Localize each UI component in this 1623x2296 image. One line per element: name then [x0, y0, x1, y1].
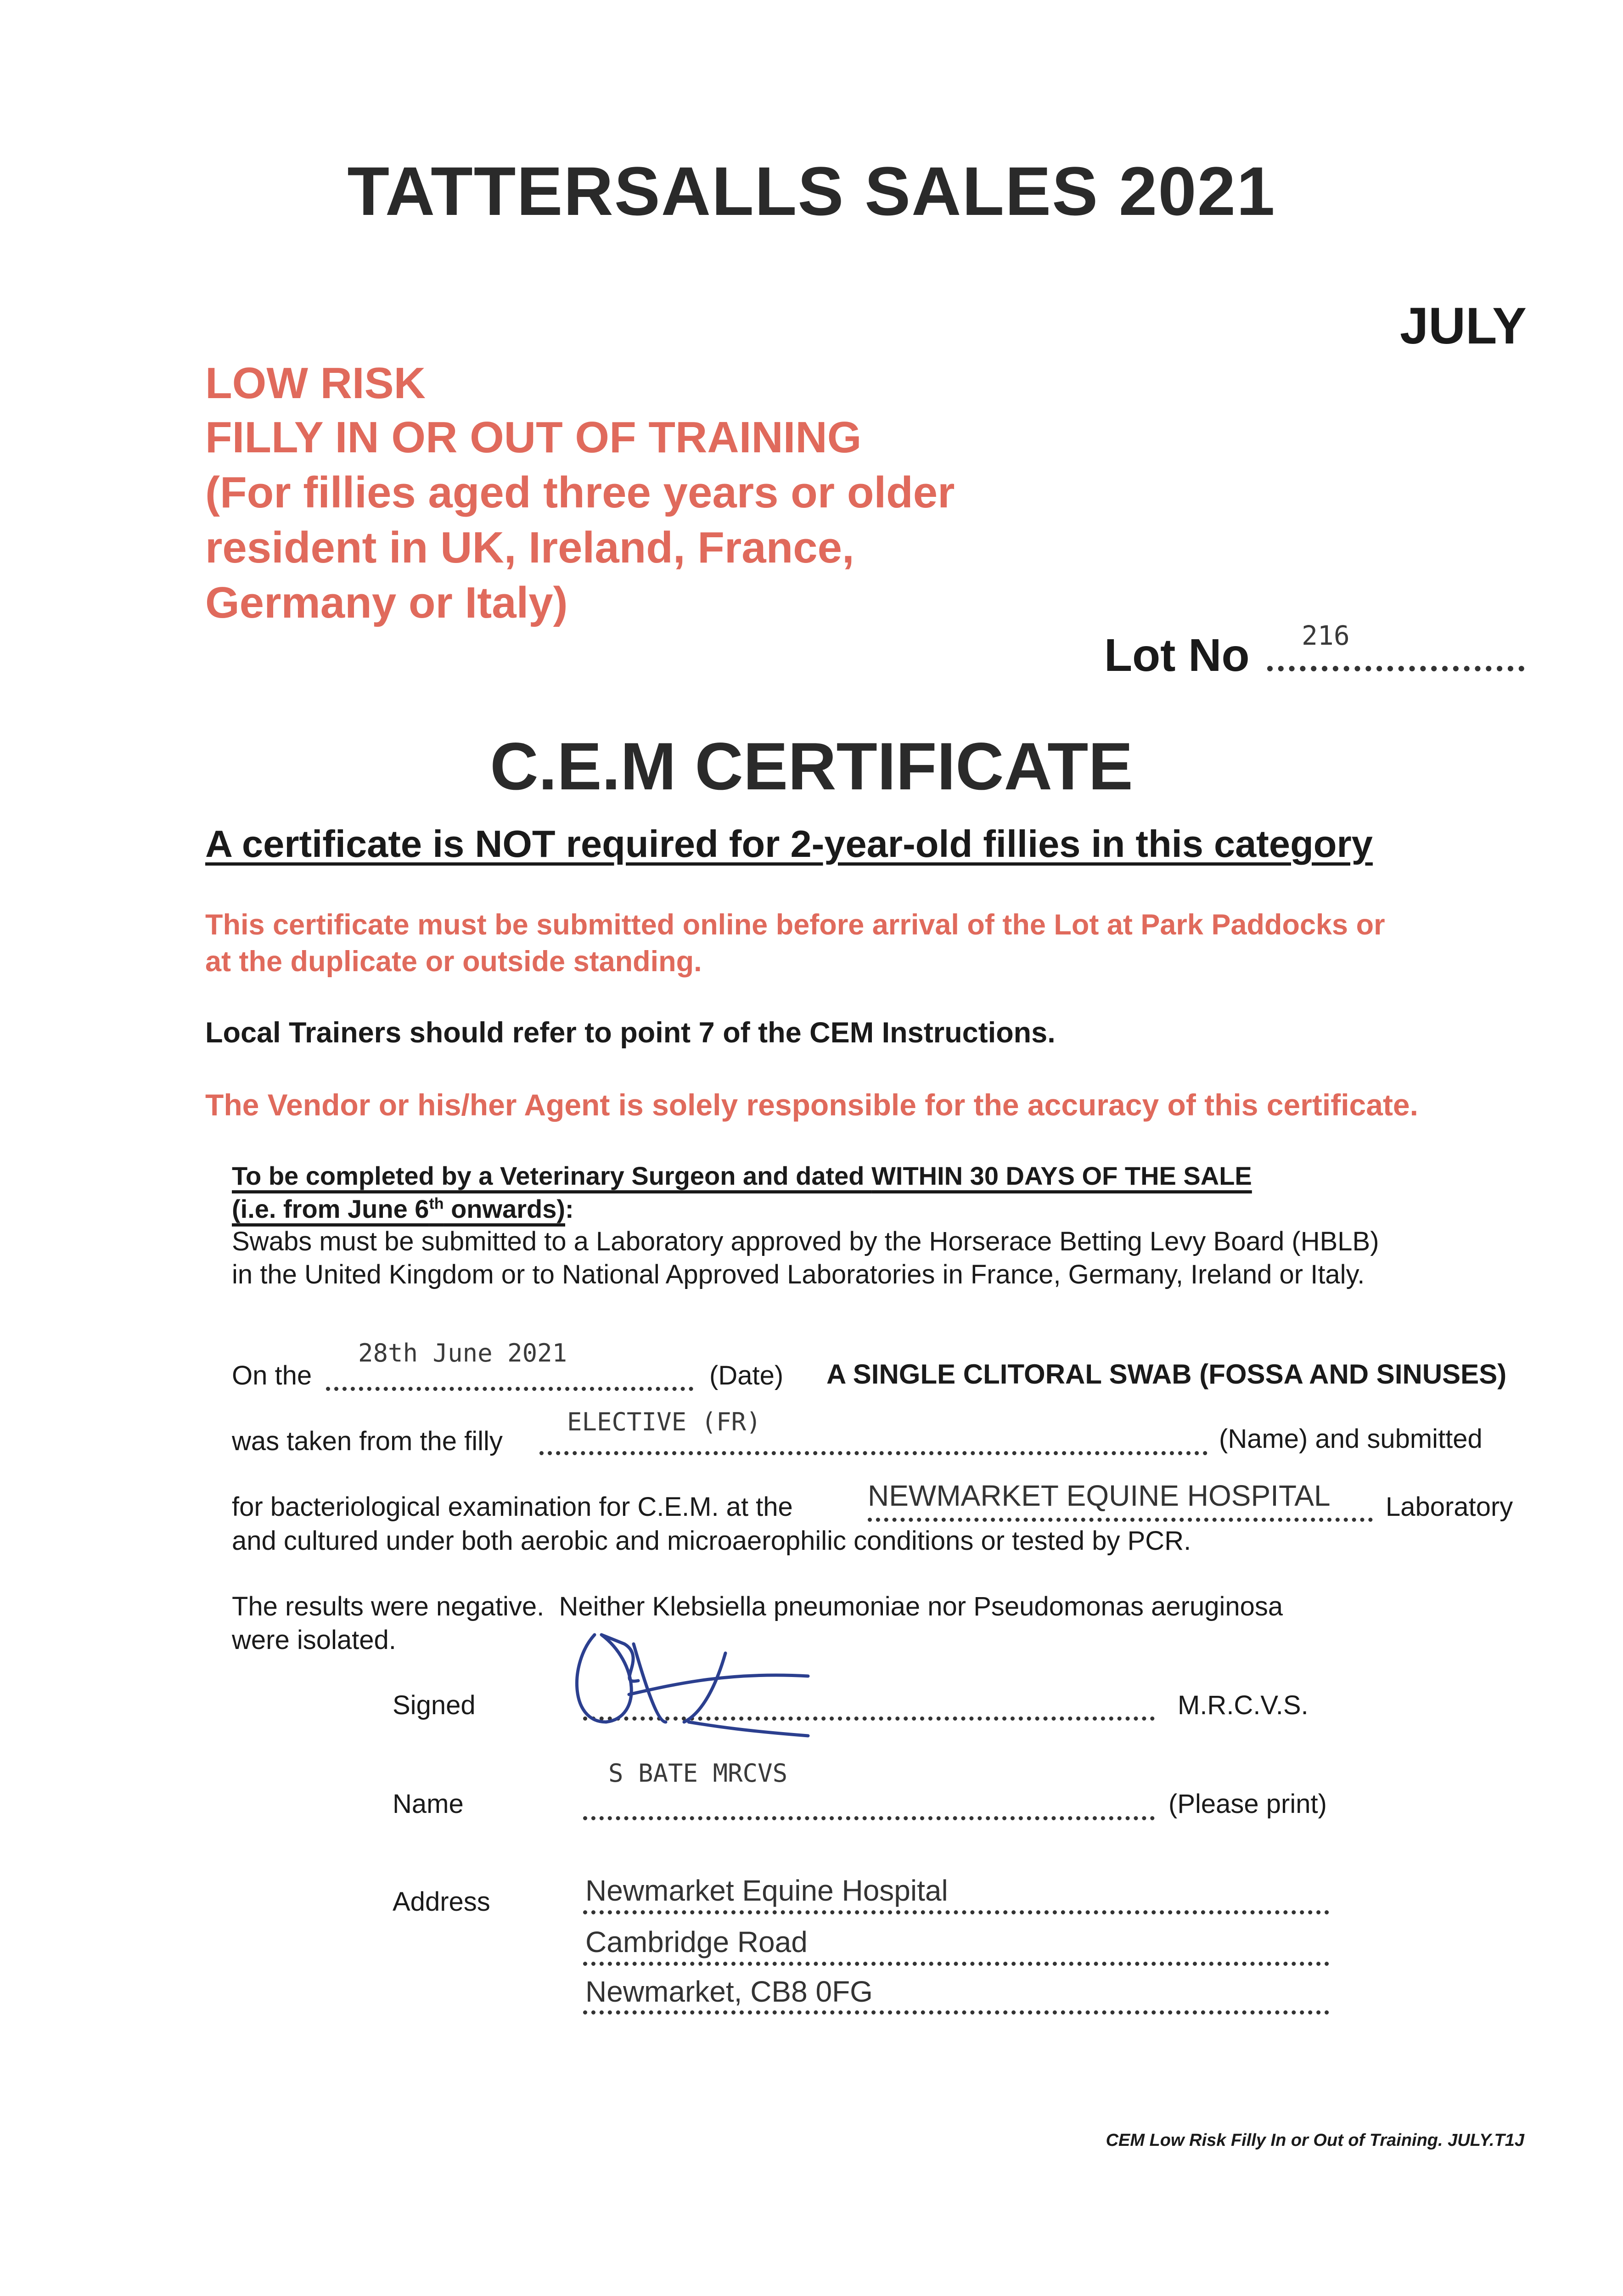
laboratory-label: Laboratory [1386, 1492, 1513, 1522]
instructions-heading-line2 [232, 1194, 574, 1224]
page-title: TATTERSALLS SALES 2021 [347, 152, 1276, 230]
instructions-body-1: Swabs must be submitted to a Laboratory approved by the Horserace Betting Levy Board (HBLB) [232, 1227, 1379, 1256]
date-label: (Date) [709, 1361, 784, 1390]
footer-code: CEM Low Risk Filly In or Out of Training. JULY.T1J [1106, 2131, 1524, 2150]
taken-from-label: was taken from the filly [232, 1426, 503, 1456]
category-line-4: resident in UK, Ireland, France, [205, 523, 854, 572]
date-dots [326, 1387, 693, 1391]
submission-notice-2: at the duplicate or outside standing. [205, 945, 702, 978]
category-line-5: Germany or Italy) [205, 578, 568, 627]
certificate-title: C.E.M CERTIFICATE [490, 729, 1133, 804]
instructions-heading-part1: To be completed by a Veterinary Surgeon and dated [232, 1161, 872, 1190]
category-line-1: LOW RISK [205, 359, 426, 408]
please-print-label: (Please print) [1168, 1789, 1327, 1819]
instructions-heading-line2-text: (i.e. from June 6 [232, 1194, 429, 1223]
category-line-2: FILLY IN OR OUT OF TRAINING [205, 413, 862, 462]
submission-notice-1: This certificate must be submitted online before arrival of the Lot at Park Paddocks or [205, 909, 1385, 941]
results-line-2: were isolated. [232, 1625, 396, 1655]
signature [551, 1607, 872, 1754]
address-dots-1 [583, 1910, 1329, 1914]
name-dots [583, 1816, 1155, 1820]
mrcvs-label: M.R.C.V.S. [1178, 1690, 1309, 1720]
lab-name: NEWMARKET EQUINE HOSPITAL [868, 1479, 1331, 1512]
swab-description: A SINGLE CLITORAL SWAB (FOSSA AND SINUSES) [826, 1359, 1507, 1390]
results-isolates: Neither Klebsiella pneumoniae nor Pseudomonas aeruginosa [559, 1592, 1283, 1621]
address-dots-2 [583, 1962, 1329, 1966]
instructions-heading-sup: th [429, 1195, 444, 1213]
address-line-3: Newmarket, CB8 0FG [585, 1975, 873, 2008]
lot-number: 216 [1302, 620, 1350, 651]
results-negative: The results were negative. [232, 1592, 545, 1621]
address-line-1: Newmarket Equine Hospital [585, 1874, 948, 1907]
instructions-body-2: in the United Kingdom or to National Approved Laboratories in France, Germany, Ireland or Italy. [232, 1260, 1365, 1289]
lab-dots [868, 1518, 1373, 1522]
on-the-label: On the [232, 1361, 312, 1390]
instructions-date-range [232, 1194, 565, 1223]
signed-label: Signed [393, 1690, 476, 1720]
instructions-heading [232, 1161, 1252, 1191]
sale-month: JULY [1399, 297, 1527, 355]
name-submitted-label: (Name) and submitted [1219, 1424, 1483, 1454]
name-label: Name [393, 1789, 464, 1819]
address-label: Address [393, 1887, 490, 1917]
instructions-heading-part2: WITHIN 30 DAYS OF THE SALE [871, 1161, 1252, 1190]
name-value: S BATE MRCVS [608, 1759, 788, 1788]
cultured-text: and cultured under both aerobic and microaerophilic conditions or tested by PCR. [232, 1526, 1191, 1556]
vendor-notice: The Vendor or his/her Agent is solely responsible for the accuracy of this certificate. [205, 1088, 1418, 1122]
lot-label: Lot No [1104, 630, 1250, 681]
address-dots-3 [583, 2010, 1329, 2015]
not-required-notice: A certificate is NOT required for 2-year-old fillies in this category [205, 822, 1373, 865]
bacteriological-label: for bacteriological examination for C.E.M. at the [232, 1492, 793, 1522]
filly-name-dots [539, 1451, 1207, 1455]
filly-name: ELECTIVE (FR) [567, 1407, 761, 1436]
instructions-heading-line2-end: onwards) [444, 1194, 565, 1223]
local-trainers-note: Local Trainers should refer to point 7 of the CEM Instructions. [205, 1017, 1056, 1049]
lot-dots [1267, 666, 1524, 671]
category-line-3: (For fillies aged three years or older [205, 468, 955, 517]
instructions-heading-colon: : [565, 1194, 574, 1223]
date-value: 28th June 2021 [358, 1339, 567, 1367]
address-line-2: Cambridge Road [585, 1925, 808, 1958]
